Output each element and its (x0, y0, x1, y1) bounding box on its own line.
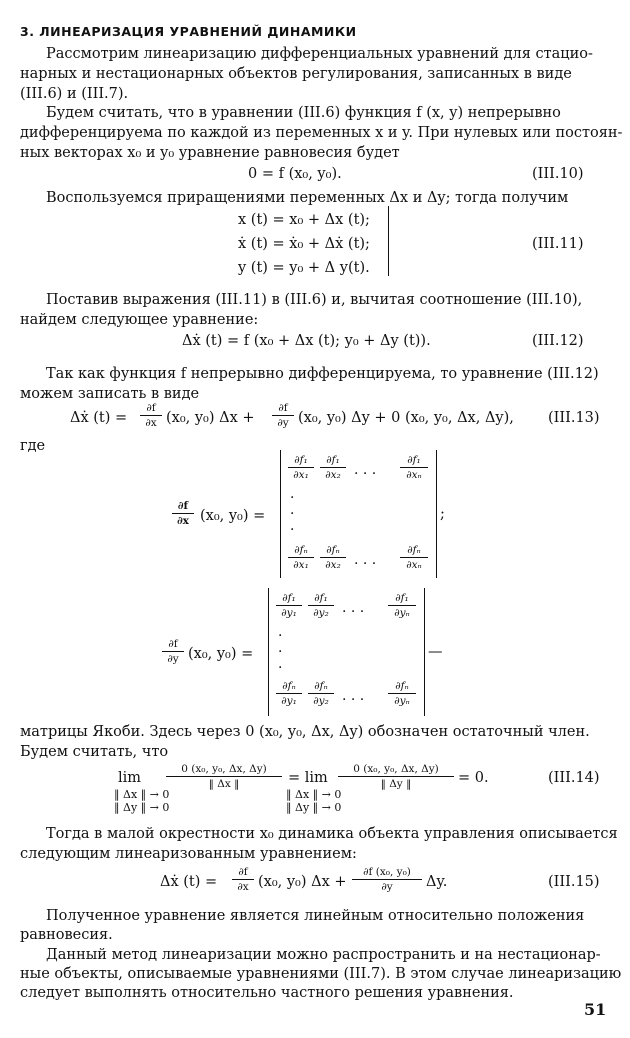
para5-line1: Так как функция f непрерывно дифференцируема, то уравнение (III.12) (46, 366, 599, 382)
eq13-mid2: (x₀, y₀) Δy + 0 (x₀, y₀, Δx, Δy), (298, 410, 514, 426)
jac-x-r1c2: ∂f₁ ∂x₂ (320, 454, 346, 481)
para3: Воспользуемся приращениями переменных Δx и Δy; тогда получим (46, 190, 569, 206)
eq14-frac2: 0 (x₀, y₀, Δx, Δy) ‖ Δy ‖ (338, 763, 454, 790)
jac-y-r2c1: ∂fₙ ∂y₁ (276, 680, 302, 707)
para4-line2: найдем следующее уравнение: (20, 312, 259, 328)
eq13-partial-y (272, 402, 294, 429)
eq10-number: (III.10) (532, 166, 584, 182)
eq14-number: (III.14) (548, 770, 600, 786)
jac-x-r2cn: ∂fₙ ∂xₙ (400, 544, 428, 571)
jac-x-lhs-args: (x₀, y₀) = (200, 508, 266, 524)
para6-line2: Будем считать, что (20, 744, 169, 760)
jac-x-r1-dots: . . . (354, 462, 377, 478)
jac-y-r2c2: ∂fₙ ∂y₂ (308, 680, 334, 707)
jac-y-vdot2: · (278, 644, 283, 660)
para1-line1: Рассмотрим линеаризацию дифференциальных уравнений для стацио- (46, 46, 593, 62)
eq14-tail: = 0. (458, 770, 489, 786)
jac-x-vdot3: · (290, 522, 295, 538)
jac-x-right-bar (436, 450, 437, 578)
eq14-frac1: 0 (x₀, y₀, Δx, Δy) ‖ Δx ‖ (166, 763, 282, 790)
eq13-partial-x (140, 402, 162, 429)
eq11-line3: y (t) = y₀ + Δ y(t). (238, 260, 370, 276)
jac-x-r2c2: ∂fₙ ∂x₂ (320, 544, 346, 571)
eq11-line1: x (t) = x₀ + Δx (t); (238, 212, 370, 228)
page-number: 51 (584, 1000, 607, 1019)
jac-x-vdot1: · (290, 490, 295, 506)
eq12-formula: Δẋ (t) = f (x₀ + Δx (t); y₀ + Δy (t)). (182, 333, 431, 349)
para4-line1: Поставив выражения (III.11) в (III.6) и, вычитая соотношение (III.10), (46, 292, 583, 308)
eq13-dfx-den: ∂x (145, 417, 157, 429)
eq13-mid1: (x₀, y₀) Δx + (166, 410, 255, 426)
eq15-tail: Δy. (426, 874, 448, 890)
jac-x-r2-dots: . . . (354, 552, 377, 568)
para2-line2: дифференцируема по каждой из переменных x и y. При нулевых или постоян- (20, 125, 623, 141)
eq14-lim1: lim (118, 770, 142, 786)
eq14-eq-lim: = lim (288, 770, 328, 786)
eq12-number: (III.12) (532, 333, 584, 349)
eq13-number: (III.13) (548, 410, 600, 426)
jac-x-r2c1: ∂fₙ ∂x₁ (288, 544, 314, 571)
para5-line2: можем записать в виде (20, 386, 200, 402)
eq13-dfy-den: ∂y (277, 417, 289, 429)
eq11-line2: ẋ (t) = ẋ₀ + Δẋ (t); (238, 236, 370, 252)
para2-line3: ных векторах x₀ и y₀ уравнение равновесия будет (20, 145, 400, 161)
jac-x-r1c1: ∂f₁ ∂x₁ (288, 454, 314, 481)
eq15-number: (III.15) (548, 874, 600, 890)
eq13-dfy-num: ∂f (278, 402, 288, 414)
jac-y-right-bar (424, 588, 425, 716)
para9-line1: Данный метод линеаризации можно распространить и на нестационар- (46, 947, 601, 963)
eq11-brace (388, 206, 389, 276)
para2-line1: Будем считать, что в уравнении (III.6) функция f (x, y) непрерывно (46, 105, 561, 121)
jac-x-lhs-den: ∂x (177, 515, 189, 527)
para9-line2: ные объекты, описываемые уравнениями (III.7). В этом случае линеаризацию (20, 966, 622, 982)
eq15-mid: (x₀, y₀) Δx + (258, 874, 347, 890)
jac-x-r1cn: ∂f₁ ∂xₙ (400, 454, 428, 481)
eq15-lhs: Δẋ (t) = (160, 874, 218, 890)
para6-line1: матрицы Якоби. Здесь через 0 (x₀, y₀, Δx, Δy) обозначен остаточный член. (20, 724, 590, 740)
where-label: где (20, 438, 46, 454)
jac-y-lhs-frac (162, 638, 184, 665)
jac-y-r1c2: ∂f₁ ∂y₂ (308, 592, 334, 619)
jac-y-lhs-den: ∂y (167, 653, 179, 665)
para1-line3: (III.6) и (III.7). (20, 86, 129, 102)
jac-y-vdot3: · (278, 660, 283, 676)
jac-x-lhs-frac (172, 500, 194, 527)
jac-y-r2cn: ∂fₙ ∂yₙ (388, 680, 416, 707)
eq15-partial-y: ∂f (x₀, y₀) ∂y (352, 866, 422, 893)
eq10-formula: 0 = f (x₀, y₀). (248, 166, 342, 182)
eq13-dfx-num: ∂f (146, 402, 156, 414)
jac-y-r1cn: ∂f₁ ∂yₙ (388, 592, 416, 619)
jac-y-lhs-num: ∂f (168, 638, 178, 650)
eq14-lim1-sub-a: ‖ Δx ‖ → 0 (114, 788, 170, 801)
para1-line2: нарных и нестационарных объектов регулирования, записанных в виде (20, 66, 572, 82)
eq11-number: (III.11) (532, 236, 584, 252)
section-heading: 3. ЛИНЕАРИЗАЦИЯ УРАВНЕНИЙ ДИНАМИКИ (20, 24, 357, 39)
jac-y-left-bar (268, 588, 269, 716)
jac-x-left-bar (280, 450, 281, 578)
jac-y-tail: — (428, 644, 443, 660)
jac-x-lhs-num: ∂f (177, 500, 189, 512)
para9-line3: следует выполнять относительно частного решения уравнения. (20, 985, 514, 1001)
eq14-lim2-sub-b: ‖ Δy ‖ → 0 (286, 801, 342, 814)
jac-x-vdot2: · (290, 506, 295, 522)
jac-y-r1c1: ∂f₁ ∂y₁ (276, 592, 302, 619)
jac-y-vdot1: · (278, 628, 283, 644)
eq14-lim2-sub-a: ‖ Δx ‖ → 0 (286, 788, 342, 801)
para7-line2: следующим линеаризованным уравнением: (20, 846, 357, 862)
para8-line2: равновесия. (20, 927, 113, 943)
jac-y-lhs-args: (x₀, y₀) = (188, 646, 254, 662)
eq14-lim1-sub-b: ‖ Δy ‖ → 0 (114, 801, 170, 814)
eq15-partial-x: ∂f ∂x (232, 866, 254, 893)
para8-line1: Полученное уравнение является линейным относительно положения (46, 908, 585, 924)
jac-y-r2-dots: . . . (342, 688, 365, 704)
para7-line1: Тогда в малой окрестности x₀ динамика объекта управления описывается (46, 826, 618, 842)
jac-y-r1-dots: . . . (342, 600, 365, 616)
jac-x-tail: ; (440, 506, 445, 522)
eq13-lhs: Δẋ (t) = (70, 410, 128, 426)
